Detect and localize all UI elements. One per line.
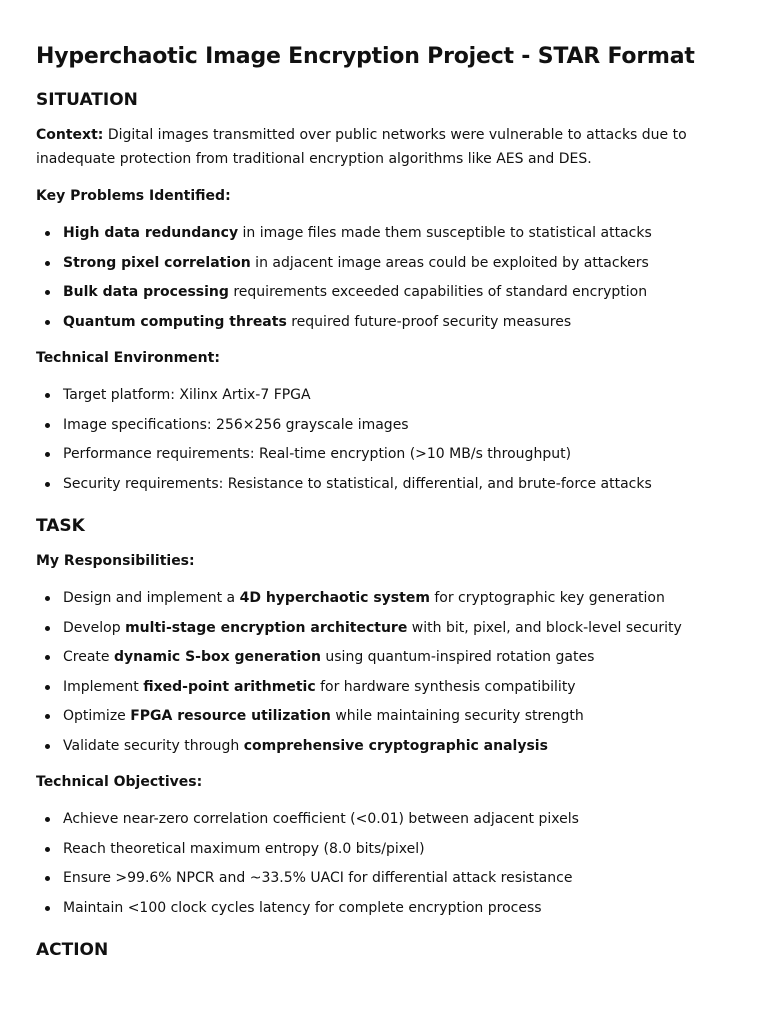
list-item-bold: fixed-point arithmetic: [143, 678, 316, 695]
list-item-text: Create: [63, 649, 114, 666]
list-item-text: requirements exceeded capabilities of standard encryption: [228, 284, 648, 301]
list-item: [36, 677, 682, 707]
list-item: Image specifications: 256×256 grayscale images: [36, 415, 652, 445]
list-item: [36, 312, 652, 342]
list-item-bold: 4D hyperchaotic system: [239, 590, 430, 606]
list-item-text: in adjacent image areas could be exploited by attackers: [250, 254, 649, 271]
list-item: Target platform: Xilinx Artix-7 FPGA: [36, 385, 652, 415]
list-item-text: in image files made them susceptible to statistical attacks: [238, 225, 652, 241]
list-item-text: required future-proof security measures: [286, 313, 572, 330]
list-item: Security requirements: Resistance to statistical, differential, and brute-force attacks: [36, 474, 652, 504]
list-item: Ensure >99.6% NPCR and ~33.5% UACI for differential attack resistance: [36, 868, 579, 898]
list-item: [36, 282, 652, 312]
list-item: [36, 706, 682, 736]
list-item-bold: FPGA resource utilization: [130, 708, 331, 725]
list-item-bold: High data redundancy: [63, 225, 239, 241]
document-title: Hyperchaotic Image Encryption Project - STAR Format: [36, 44, 695, 69]
tech-env-list: [36, 385, 652, 503]
list-item-bold: Strong pixel correlation: [63, 254, 251, 271]
list-item: [36, 618, 682, 648]
context-paragraph: [36, 123, 736, 171]
list-item: Performance requirements: Real-time encryption (>10 MB/s throughput): [36, 444, 652, 474]
list-item-text: with bit, pixel, and block-level security: [407, 619, 682, 636]
list-item-text: for cryptographic key generation: [429, 590, 665, 606]
list-item-bold: multi-stage encryption architecture: [125, 619, 408, 636]
objectives-list: [36, 809, 579, 927]
list-item: [36, 253, 652, 283]
list-item: Reach theoretical maximum entropy (8.0 bits/pixel): [36, 839, 579, 869]
responsibilities-list: [36, 588, 682, 766]
list-item-text: Validate security through: [63, 737, 244, 754]
task-heading: TASK: [36, 516, 85, 536]
key-problems-list: [36, 223, 652, 341]
responsibilities-heading: My Responsibilities:: [36, 553, 195, 569]
list-item-text: Develop: [63, 619, 126, 636]
objectives-heading: Technical Objectives:: [36, 774, 203, 790]
tech-env-heading: Technical Environment:: [36, 350, 220, 366]
list-item-text: for hardware synthesis compatibility: [315, 678, 576, 695]
list-item-bold: comprehensive cryptographic analysis: [243, 737, 548, 754]
key-problems-heading: Key Problems Identified:: [36, 188, 231, 204]
list-item-text: while maintaining security strength: [330, 708, 584, 725]
list-item-bold: dynamic S-box generation: [113, 649, 321, 666]
list-item-text: Design and implement a: [63, 590, 240, 606]
action-heading: ACTION: [36, 940, 109, 960]
list-item-text: Optimize: [63, 708, 131, 725]
context-text: Digital images transmitted over public networks were vulnerable to attacks due to inadequate protection from traditional encryption algorithms like AES and DES.: [36, 127, 687, 167]
list-item: [36, 647, 682, 677]
list-item: [36, 223, 652, 253]
list-item-bold: Quantum computing threats: [63, 313, 287, 330]
list-item: [36, 588, 682, 618]
context-label: Context:: [36, 127, 104, 143]
list-item: Achieve near-zero correlation coefficient (<0.01) between adjacent pixels: [36, 809, 579, 839]
list-item: [36, 736, 682, 766]
situation-heading: SITUATION: [36, 90, 138, 110]
list-item-text: using quantum-inspired rotation gates: [320, 649, 595, 666]
list-item-text: Implement: [63, 678, 144, 695]
list-item-bold: Bulk data processing: [63, 284, 229, 301]
list-item: Maintain <100 clock cycles latency for complete encryption process: [36, 898, 579, 928]
